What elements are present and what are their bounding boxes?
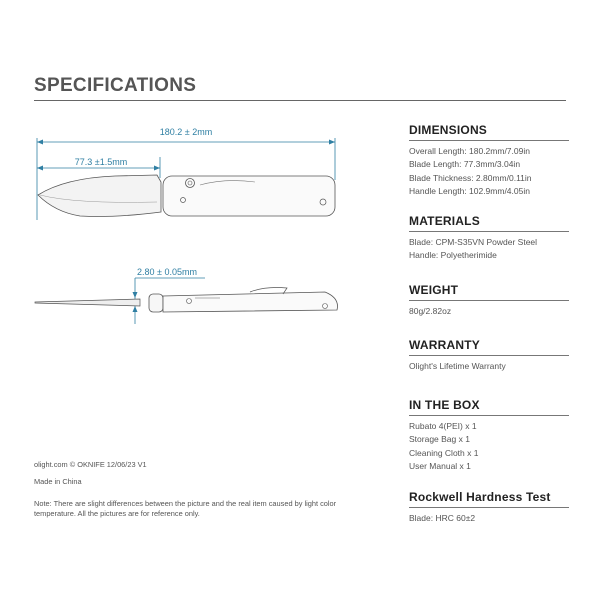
handle-shape [163, 176, 335, 216]
blade-thickness-label: 2.80 ± 0.05mm [137, 267, 197, 277]
origin-text: Made in China [34, 477, 82, 486]
spec-line: User Manual x 1 [409, 461, 471, 472]
dimensions-section [409, 123, 569, 199]
weight-heading: WEIGHT [409, 283, 459, 297]
in-the-box-heading: IN THE BOX [409, 398, 480, 412]
page-title: SPECIFICATIONS [34, 75, 197, 96]
spec-line: Blade Length: 77.3mm/3.04in [409, 159, 521, 170]
title-divider [34, 100, 566, 101]
spec-line: 80g/2.82oz [409, 306, 452, 316]
disclaimer-note: Note: There are slight differences between the picture and the real item caused by light color temperature. All the pictures are for reference only. [34, 499, 337, 518]
spec-line: Olight's Lifetime Warranty [409, 361, 506, 371]
spec-line: Blade Thickness: 2.80mm/0.11in [409, 172, 532, 183]
materials-heading: MATERIALS [409, 214, 480, 228]
hardness-section [409, 490, 569, 525]
spec-line: Overall Length: 180.2mm/7.09in [409, 146, 530, 156]
warranty-heading: WARRANTY [409, 338, 480, 352]
spec-line: Blade: HRC 60±2 [409, 513, 476, 523]
section-divider [409, 300, 569, 301]
section-divider [409, 507, 569, 508]
blade-length-label: 77.3 ±1.5mm [74, 157, 128, 167]
overall-length-label: 180.2 ± 2mm [159, 127, 213, 137]
spec-line: Cleaning Cloth x 1 [409, 447, 479, 458]
spec-line: Blade: CPM-S35VN Powder Steel [409, 237, 538, 247]
weight-section [409, 283, 569, 318]
blade-shape [38, 175, 161, 217]
section-divider [409, 415, 569, 416]
knife-side-view [38, 175, 335, 217]
spec-line: Rubato 4(PEI) x 1 [409, 421, 477, 431]
materials-section [409, 214, 569, 263]
knife-top-view [35, 288, 338, 313]
dimensions-heading: DIMENSIONS [409, 123, 488, 137]
spec-line: Handle: Polyetherimide [409, 250, 497, 261]
section-divider [409, 231, 569, 232]
knife-diagram [25, 120, 385, 340]
warranty-section [409, 338, 569, 373]
in-the-box-section [409, 398, 569, 474]
spec-line: Storage Bag x 1 [409, 434, 470, 445]
section-divider [409, 140, 569, 141]
section-divider [409, 355, 569, 356]
spec-line: Handle Length: 102.9mm/4.05in [409, 186, 530, 197]
copyright-text: olight.com © OKNIFE 12/06/23 V1 [34, 460, 147, 469]
hardness-heading: Rockwell Hardness Test [409, 490, 551, 504]
